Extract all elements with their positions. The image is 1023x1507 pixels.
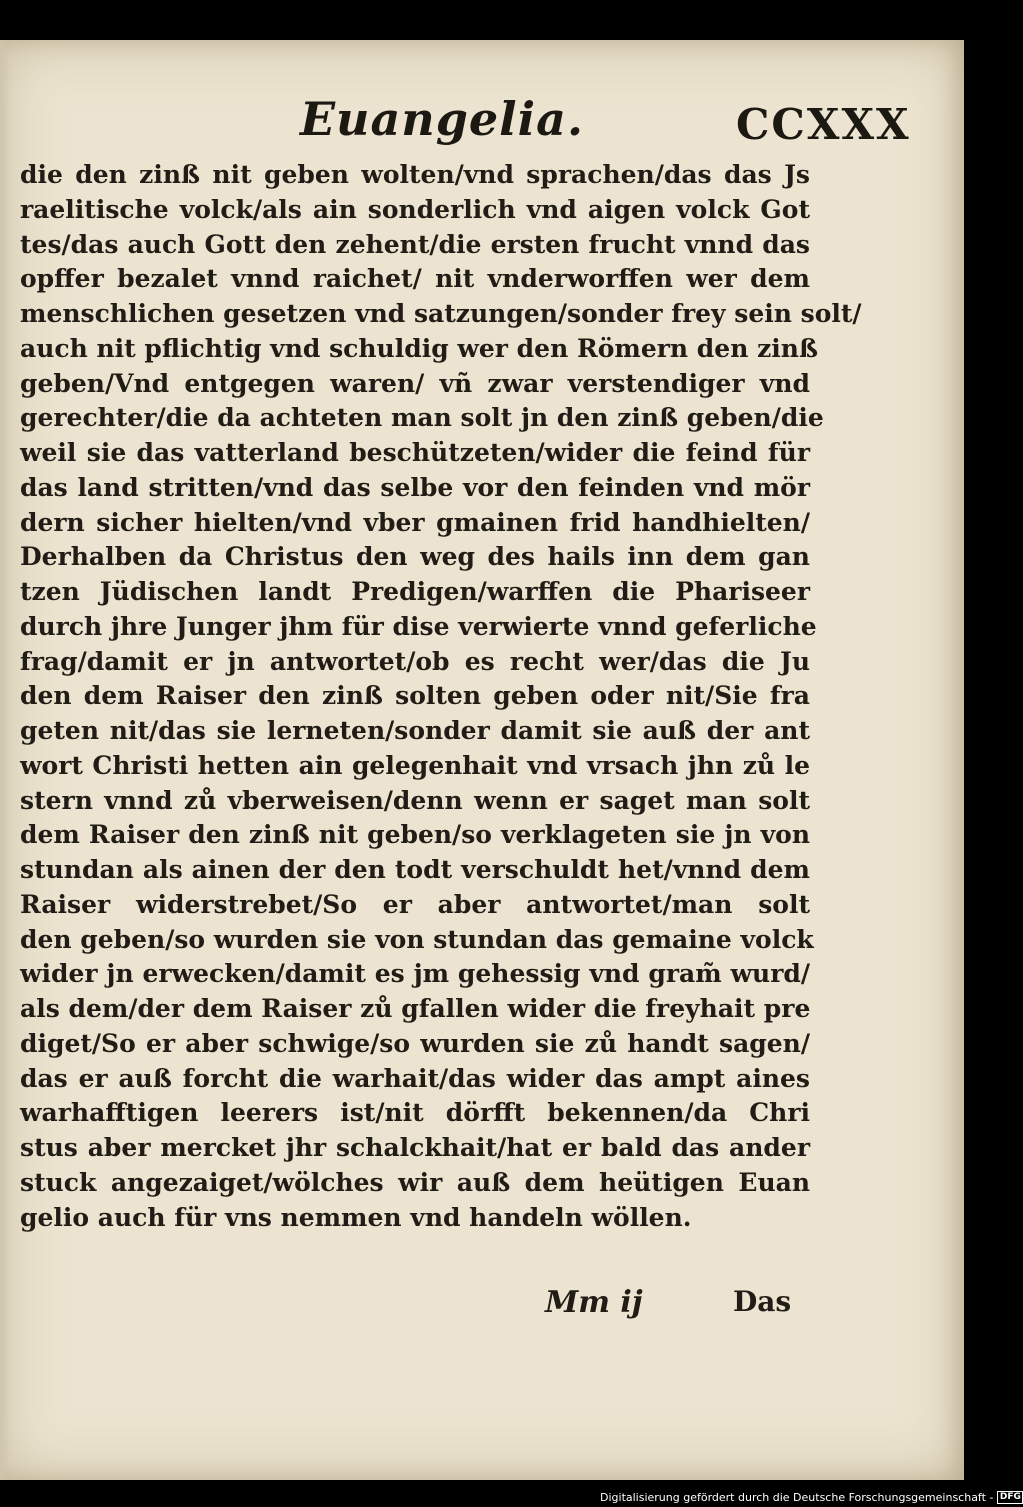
text-line: dem Raiser den zinß nit geben/so verklageten sie jn von: [20, 820, 810, 850]
text-line: den geben/so wurden sie von stundan das gemaine volck: [20, 924, 814, 954]
page-edge-shadow: [0, 40, 10, 1480]
body-text-block: [20, 158, 862, 1235]
text-line: stundan als ainen der den todt verschuldt het/vnnd dem: [20, 855, 810, 884]
text-line: gerechter/die da achteten man solt jn den zinß geben/die: [20, 403, 824, 433]
text-line: stern vnnd zů vberweisen/denn wenn er saget man solt: [20, 785, 810, 815]
text-line: weil sie das vatterland beschützeten/wider die feind für: [20, 438, 810, 467]
text-line: stuck angezaiget/wölches wir auß dem heütigen Euan: [20, 1167, 810, 1197]
text-line: den dem Raiser den zinß solten geben oder nit/Sie fra: [20, 681, 810, 711]
footer-credit-bar: [600, 1488, 1023, 1506]
text-line: wider jn erwecken/damit es jm gehessig vnd gram̃ wurd/: [20, 959, 810, 989]
running-head: Euangelia.: [300, 92, 584, 146]
signature-mark: Mm ij: [545, 1285, 643, 1320]
text-line: das land stritten/vnd das selbe vor den feinden vnd mör: [20, 472, 810, 502]
text-line: menschlichen gesetzen vnd satzungen/sonder frey sein solt/: [20, 299, 862, 328]
text-line: diget/So er aber schwige/so wurden sie zů handt sagen/: [20, 1028, 810, 1058]
text-line: raelitische volck/als ain sonderlich vnd aigen volck Got: [20, 194, 810, 224]
funding-credit: Digitalisierung gefördert durch die Deutsche Forschungsgemeinschaft -: [600, 1490, 994, 1504]
text-line: tzen Jüdischen landt Predigen/warffen die Phariseer: [20, 577, 810, 606]
text-line: durch jhre Junger jhm für dise verwierte vnnd geferliche: [20, 611, 817, 641]
text-line: tes/das auch Gott den zehent/die ersten frucht vnnd das: [20, 229, 810, 259]
text-line: Raiser widerstrebet/So er aber antwortet/man solt: [20, 889, 810, 919]
text-line-last: gelio auch für vns nemmen vnd handeln wöllen.: [20, 1202, 692, 1232]
text-line: die den zinß nit geben wolten/vnd sprachen/das das Js: [20, 160, 810, 189]
text-line: warhafftigen leerers ist/nit dörfft bekennen/da Chri: [20, 1098, 810, 1128]
text-line: geten nit/das sie lerneten/sonder damit sie auß der ant: [20, 716, 810, 745]
text-line: als dem/der dem Raiser zů gfallen wider die freyhait pre: [20, 994, 811, 1023]
text-line: stus aber mercket jhr schalckhait/hat er bald das ander: [20, 1133, 810, 1162]
text-line: Derhalben da Christus den weg des hails inn dem gan: [20, 542, 810, 572]
catchword: Das: [733, 1285, 792, 1318]
dfg-logo-icon: DFG: [997, 1491, 1023, 1504]
folio-number: CCXXX: [736, 100, 911, 149]
text-line: auch nit pflichtig vnd schuldig wer den Römern den zinß: [20, 333, 818, 363]
text-line: dern sicher hielten/vnd vber gmainen frid handhielten/: [20, 507, 810, 537]
text-line: das er auß forcht die warhait/das wider das ampt aines: [20, 1063, 810, 1093]
text-line: opffer bezalet vnnd raichet/ nit vnderworffen wer dem: [20, 264, 810, 294]
text-line: geben/Vnd entgegen waren/ vñ zwar verstendiger vnd: [20, 368, 810, 398]
text-line: frag/damit er jn antwortet/ob es recht wer/das die Ju: [20, 646, 810, 676]
text-line: wort Christi hetten ain gelegenhait vnd vrsach jhn zů le: [20, 750, 810, 780]
